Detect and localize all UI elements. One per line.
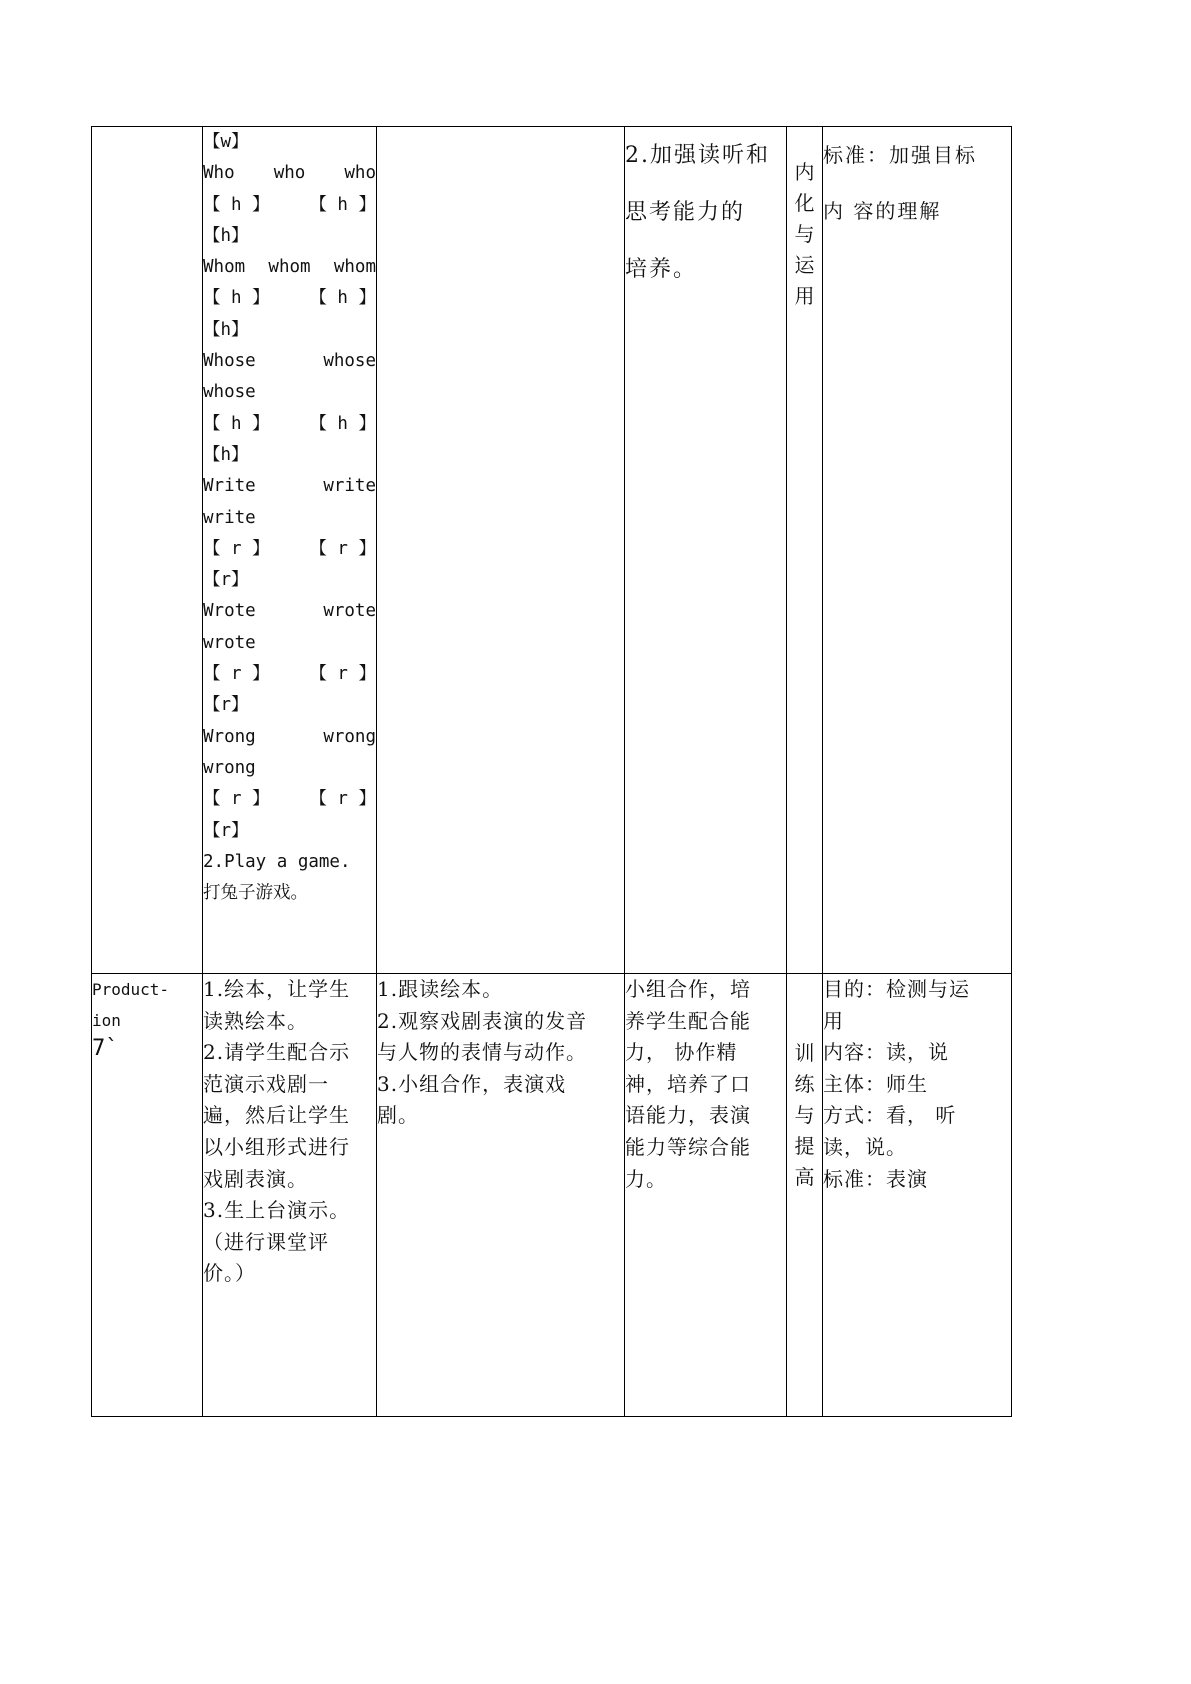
- activity-word: 2.Play a game.: [203, 851, 351, 872]
- goal-line: 力， 协作精: [625, 1040, 738, 1065]
- activity-word: whom: [333, 257, 376, 278]
- activity-line: [203, 628, 376, 659]
- student-line: 1.跟读绘本。: [377, 977, 504, 1001]
- evaluation-cell: [823, 127, 1012, 974]
- phase-char: 与: [794, 222, 815, 246]
- phase-char: 与: [794, 1103, 815, 1127]
- goal-line: 能力等综合能: [625, 1134, 751, 1159]
- stage-cell: [92, 974, 203, 1417]
- activity-line: [203, 471, 376, 502]
- activity-word: 【h】: [203, 225, 249, 246]
- evaluation-line: 方式：看， 听: [823, 1103, 957, 1128]
- evaluation-cell: [823, 974, 1012, 1417]
- evaluation-line: 主体：师生: [823, 1071, 928, 1096]
- activity-word: write: [323, 476, 376, 497]
- activity-word: 【r】: [203, 570, 249, 591]
- teacher-line: 价。）: [203, 1261, 256, 1286]
- activity-line: [203, 315, 376, 346]
- teacher-line: 以小组形式进行: [203, 1134, 350, 1159]
- activity-line: [203, 440, 376, 471]
- evaluation-line: 用: [823, 1008, 844, 1033]
- activity-line: [203, 878, 376, 909]
- activity-word: Wrote: [203, 601, 256, 622]
- phase-char: 练: [794, 1072, 815, 1096]
- phase-char: 运: [794, 253, 815, 277]
- teacher-line: （进行课堂评: [203, 1229, 329, 1254]
- student-line: 与人物的表情与动作。: [377, 1040, 587, 1065]
- evaluation-line: 目的：检测与运: [823, 977, 970, 1001]
- activity-line: [203, 221, 376, 252]
- goal-line: 2.加强读听和: [625, 143, 770, 168]
- activity-word: 【h】: [203, 444, 249, 465]
- activity-line: [203, 722, 376, 753]
- activity-line: [203, 409, 376, 440]
- student-line: 2.观察戏剧表演的发音: [377, 1008, 588, 1033]
- activity-word: write: [203, 507, 256, 528]
- activity-word: 【 h 】: [309, 288, 376, 309]
- activity-word: wrote: [203, 632, 256, 653]
- teacher-line: 戏剧表演。: [203, 1166, 308, 1191]
- teacher-line: 1.绘本，让学生: [203, 977, 351, 1001]
- teacher-line: 范演示戏剧一: [203, 1071, 329, 1096]
- evaluation-line: 内 容的理解: [823, 199, 942, 223]
- table-row: [92, 127, 1012, 974]
- teacher-activity-cell: [203, 127, 377, 974]
- activity-word: 【r】: [203, 820, 249, 841]
- evaluation-line: 标准：表演: [823, 1166, 928, 1191]
- phase-char: 训: [794, 1041, 815, 1065]
- stage-label: ion: [92, 1011, 121, 1030]
- activity-word: who: [344, 163, 376, 184]
- goal-line: 养学生配合能: [625, 1008, 751, 1033]
- table-row: [92, 974, 1012, 1417]
- activity-word: 【 r 】: [203, 664, 270, 685]
- activity-line: [203, 534, 376, 565]
- goal-line: 小组合作，培: [625, 977, 751, 1001]
- activity-word: Write: [203, 476, 256, 497]
- activity-word: 【 h 】: [203, 288, 270, 309]
- stage-time: 7`: [92, 1036, 119, 1061]
- phase-char: 提: [794, 1134, 815, 1158]
- phase-char: 内: [794, 160, 815, 184]
- activity-word: 【 h 】: [203, 413, 270, 434]
- evaluation-line: 内容：读，说: [823, 1040, 949, 1065]
- stage-label: Product-: [92, 980, 170, 999]
- goal-line: 语能力，表演: [625, 1103, 751, 1128]
- lesson-plan-table: [91, 126, 1012, 1417]
- activity-line: [203, 565, 376, 596]
- goal-cell: [625, 974, 787, 1417]
- activity-line: [203, 127, 376, 158]
- activity-word: 【 r 】: [309, 664, 376, 685]
- goal-line: 思考能力的: [625, 200, 746, 225]
- activity-word: wrong: [203, 757, 256, 778]
- teacher-line: 2.请学生配合示: [203, 1040, 351, 1065]
- phase-char: 高: [794, 1165, 815, 1189]
- activity-word: 【w】: [203, 132, 249, 152]
- activity-word: 【r】: [203, 695, 249, 716]
- activity-word: 【 r 】: [309, 538, 376, 559]
- teacher-activity-cell: [203, 974, 377, 1417]
- student-activity-cell: [377, 127, 625, 974]
- activity-word: 【 r 】: [309, 789, 376, 810]
- activity-word: 【 r 】: [203, 538, 270, 559]
- activity-line: [203, 659, 376, 690]
- activity-word: Whose: [203, 351, 256, 372]
- teacher-line: 3.生上台演示。: [203, 1198, 351, 1223]
- activity-word: 【h】: [203, 319, 249, 340]
- phase-char: 用: [794, 284, 815, 308]
- stage-cell: [92, 127, 203, 974]
- activity-line: [203, 190, 376, 221]
- phase-char: 化: [794, 191, 815, 215]
- student-line: 3.小组合作，表演戏: [377, 1071, 567, 1096]
- activity-word: who: [273, 163, 306, 184]
- goal-cell: [625, 127, 787, 974]
- evaluation-line: 读，说。: [823, 1134, 907, 1159]
- activity-word: whom: [268, 257, 311, 278]
- activity-word: whose: [203, 382, 256, 403]
- goal-line: 力。: [625, 1166, 667, 1191]
- goal-line: 神，培养了口: [625, 1071, 751, 1096]
- activity-word: Who: [203, 163, 235, 184]
- activity-word: 打兔子游戏。: [203, 883, 308, 904]
- teacher-line: 读熟绘本。: [203, 1008, 308, 1033]
- activity-word: 【 r 】: [203, 789, 270, 810]
- activity-word: 【 h 】: [203, 194, 270, 215]
- teacher-line: 遍，然后让学生: [203, 1103, 350, 1128]
- activity-word: 【 h 】: [309, 194, 376, 215]
- student-line: 剧。: [377, 1103, 419, 1128]
- activity-line: [203, 283, 376, 314]
- activity-line: [203, 816, 376, 847]
- phase-cell: [787, 974, 823, 1417]
- activity-line: [203, 690, 376, 721]
- evaluation-line: 标准：加强目标: [823, 143, 977, 167]
- activity-line: [203, 377, 376, 408]
- activity-word: Whom: [203, 257, 246, 278]
- activity-word: 【 h 】: [309, 413, 376, 434]
- activity-word: whose: [323, 351, 376, 372]
- activity-line: [203, 346, 376, 377]
- activity-line: [203, 596, 376, 627]
- activity-word: wrote: [323, 601, 376, 622]
- activity-word: wrong: [323, 726, 376, 747]
- activity-line: [203, 252, 376, 283]
- activity-line: [203, 784, 376, 815]
- student-activity-cell: [377, 974, 625, 1417]
- activity-line: [203, 753, 376, 784]
- activity-line: [203, 158, 376, 189]
- activity-line: [203, 847, 376, 878]
- activity-line: [203, 503, 376, 534]
- goal-line: 培养。: [625, 257, 698, 282]
- phase-cell: [787, 127, 823, 974]
- activity-word: Wrong: [203, 726, 256, 747]
